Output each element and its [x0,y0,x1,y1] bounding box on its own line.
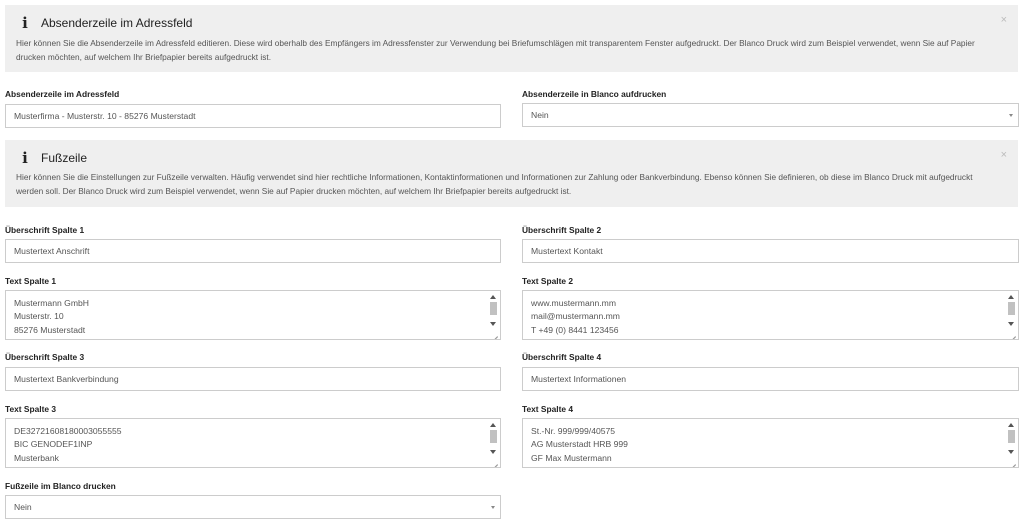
sender-blanco-value: Nein [531,110,549,120]
scrollbar[interactable] [1006,292,1017,329]
sender-info-box [5,5,1018,72]
heading-col2-label: Überschrift Spalte 2 [522,225,602,235]
heading-col4-label: Überschrift Spalte 4 [522,352,602,362]
sender-line-input[interactable]: Musterfirma - Musterstr. 10 - 85276 Musterstadt [5,104,501,128]
close-icon[interactable]: × [1000,149,1007,161]
text-line: GF Max Mustermann [531,452,612,463]
resize-grip-icon[interactable] [1010,459,1016,465]
text-line: www.mustermann.mm [531,298,616,308]
scrollbar-thumb[interactable] [1008,302,1015,315]
footer-info-header [18,149,87,167]
scrollbar[interactable] [488,420,499,457]
text-line: Mustermann GmbH [14,298,89,308]
heading-col1-label: Überschrift Spalte 1 [5,225,85,235]
scrollbar-thumb[interactable] [490,302,497,315]
resize-grip-icon[interactable] [492,459,498,465]
text-col2-content [531,297,620,337]
heading-col1-input[interactable]: Mustertext Anschrift [5,239,501,263]
text-col4-label: Text Spalte 4 [522,404,574,414]
footer-info-title: Fußzeile [41,151,88,165]
text-col2-label: Text Spalte 2 [522,276,574,286]
text-col3-content [14,425,122,465]
text-col4-textarea[interactable] [522,418,1019,468]
scroll-up-icon[interactable] [490,423,496,427]
text-col4-content [531,425,628,465]
resize-grip-icon[interactable] [1010,331,1016,337]
text-line: AG Musterstadt HRB 999 [531,439,628,450]
sender-info-text: Hier können Sie die Absenderzeile im Adressfeld editieren. Diese wird oberhalb des Empfängers im Adressfenster zur Verwendung bei Briefumschlägen mit transparentem Fenster aufgedruckt. Der Blanco Druck wird zum Beispiel verwendet, wenn Sie auf Papier drucken möchten, auf welchem Ihr Briefpapier bereits aufgedruckt ist. [16,38,975,62]
text-col2-textarea[interactable] [522,290,1019,340]
scroll-down-icon[interactable] [490,322,496,326]
text-line: St.-Nr. 999/999/40575 [531,426,616,436]
scroll-up-icon[interactable] [1008,295,1014,299]
info-icon: i [22,14,28,32]
scrollbar[interactable] [488,292,499,329]
footer-blanco-value: Nein [14,502,32,512]
footer-blanco-label: Fußzeile im Blanco drucken [5,481,116,491]
heading-col2-input[interactable]: Mustertext Kontakt [522,239,1019,263]
scroll-down-icon[interactable] [490,450,496,454]
text-col3-label: Text Spalte 3 [5,404,57,414]
info-icon: i [22,149,28,167]
text-col1-textarea[interactable] [5,290,501,340]
sender-info-title: Absenderzeile im Adressfeld [41,16,193,30]
text-col1-content [14,297,89,337]
scroll-down-icon[interactable] [1008,322,1014,326]
scrollbar-thumb[interactable] [1008,430,1015,443]
footer-info-box [5,140,1018,207]
heading-col3-input[interactable]: Mustertext Bankverbindung [5,367,501,391]
sender-blanco-select[interactable] [522,103,1019,127]
text-line: T +49 (0) 8441 123456 [531,324,619,335]
heading-col4-input[interactable]: Mustertext Informationen [522,367,1019,391]
chevron-down-icon [491,506,495,509]
chevron-down-icon [1009,114,1013,117]
scrollbar[interactable] [1006,420,1017,457]
scroll-up-icon[interactable] [1008,423,1014,427]
heading-col3-label: Überschrift Spalte 3 [5,352,85,362]
sender-blanco-label: Absenderzeile in Blanco aufdrucken [522,89,667,99]
sender-info-header [18,14,192,32]
text-line: mail@mustermann.mm [531,311,620,322]
text-col3-textarea[interactable] [5,418,501,468]
footer-blanco-select[interactable] [5,495,501,519]
scroll-down-icon[interactable] [1008,450,1014,454]
footer-info-text: Hier können Sie die Einstellungen zur Fußzeile verwalten. Häufig verwendet sind hier rechtliche Informationen, Kontaktinformationen und Informationen zur Zahlung oder Bankverbindung. Ebenso können Sie definieren, ob diese im Blanco Druck mit aufgedruckt werden soll. Der Blanco Druck wird zum Beispiel verwendet, wenn Sie auf Papier drucken möchten, auf welchem Ihr Briefpapier bereits aufgedruckt ist. [16,172,973,196]
close-icon[interactable]: × [1000,14,1007,26]
text-line: DE32721608180003055555 [14,426,122,436]
sender-line-label: Absenderzeile im Adressfeld [5,89,120,99]
text-line: 85276 Musterstadt [14,324,86,335]
text-line: Musterbank [14,452,59,463]
text-col1-label: Text Spalte 1 [5,276,57,286]
scroll-up-icon[interactable] [490,295,496,299]
scrollbar-thumb[interactable] [490,430,497,443]
text-line: Musterstr. 10 [14,311,64,322]
text-line: BIC GENODEF1INP [14,439,93,450]
resize-grip-icon[interactable] [492,331,498,337]
